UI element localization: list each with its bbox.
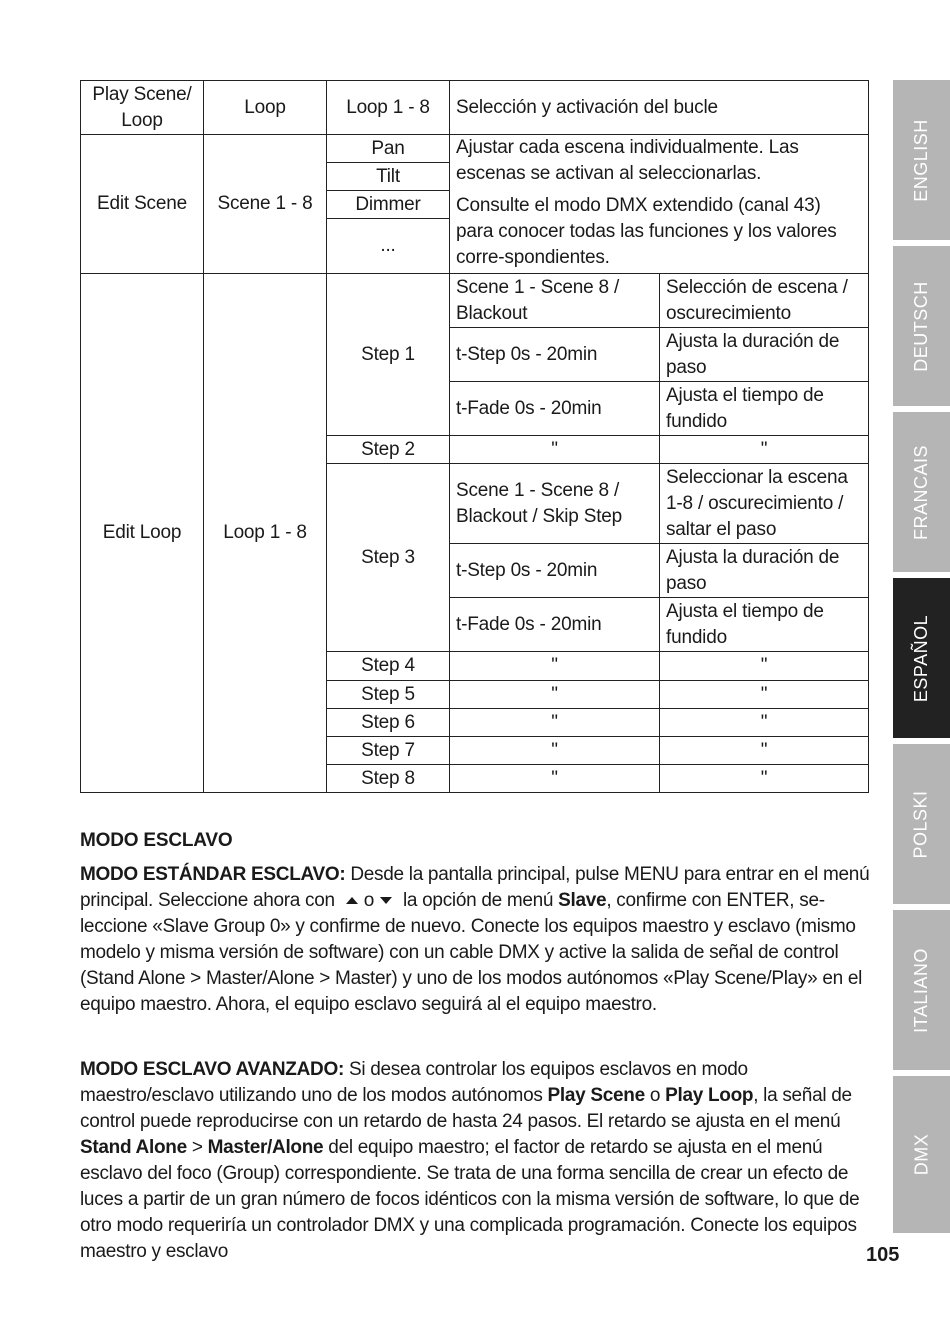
step3-param-scene: Scene 1 - Scene 8 / Blackout / Skip Step: [450, 464, 660, 544]
paragraph-1-text-1: Desde la pantalla principal, pulse MENU para entrar en el menú principal. Seleccione ahora con: [80, 864, 870, 911]
section-heading: MODO ESCLAVO: [80, 830, 233, 851]
paragraph-1-slave: Slave: [558, 890, 607, 911]
step1-param-tfade: t-Fade 0s - 20min: [450, 382, 660, 436]
step2-param-ditto: '': [450, 436, 660, 464]
paragraph-2-text-3: , la señal de control puede reproducirse con un retardo de hasta 24 pasos. El retardo se ajusta en el menú: [80, 1085, 852, 1132]
step2-desc-ditto: '': [660, 436, 869, 464]
tab-english-label: ENGLISH: [911, 118, 931, 202]
step1-desc-tstep: Ajusta la duración de paso: [660, 328, 869, 382]
tab-english[interactable]: [893, 80, 950, 240]
cell-edit-loop-col2: Loop 1 - 8: [204, 274, 327, 793]
cell-play-scene-desc: Selección y activación del bucle: [450, 80, 869, 135]
arrow-up-icon: [346, 897, 358, 904]
paragraph-2-stand-alone: Stand Alone: [80, 1137, 187, 1158]
cell-play-scene-col3: Loop 1 - 8: [327, 80, 450, 135]
step6-param-ditto: '': [450, 709, 660, 737]
cell-edit-scene-col2: Scene 1 - 8: [204, 135, 327, 274]
step4-param-ditto: '': [450, 652, 660, 681]
tab-deutsch[interactable]: [893, 246, 950, 406]
cell-step-8: Step 8: [327, 765, 450, 793]
step3-desc-scene: Seleccionar la escena 1-8 / oscurecimiento / saltar el paso: [660, 464, 869, 544]
step8-desc-ditto: '': [660, 765, 869, 793]
tab-espanol[interactable]: [893, 578, 950, 738]
paragraph-2-text-2: o: [644, 1085, 666, 1106]
step8-param-ditto: '': [450, 765, 660, 793]
step5-param-ditto: '': [450, 681, 660, 709]
step1-param-tstep: t-Step 0s - 20min: [450, 328, 660, 382]
arrow-down-icon: [380, 897, 392, 904]
paragraph-2-text-5: del equipo maestro; el factor de retardo se ajusta en el menú esclavo del foco (Group) correspondiente. Se trata de una forma sencilla de crear un efecto de luces a partir de un gran número de focos idénticos con la misma versión de software, lo que de otro modo requeriría un controlador DMX y una complicada programación. Conecte los equipos maestro y esclavo: [80, 1137, 860, 1262]
tab-francais-label: FRANCAIS: [911, 444, 932, 540]
step3-param-tstep: t-Step 0s - 20min: [450, 544, 660, 598]
paragraph-2-play-scene: Play Scene: [547, 1085, 645, 1106]
step3-param-tfade: t-Fade 0s - 20min: [450, 598, 660, 652]
step1-desc-tfade: Ajusta el tiempo de fundido: [660, 382, 869, 436]
paragraph-1-or: o: [363, 890, 375, 911]
cell-step-3: Step 3: [327, 464, 450, 652]
paragraph-2-text-1: Si desea controlar los equipos esclavos en modo maestro/esclavo utilizando uno de los modos autónomos: [80, 1059, 748, 1106]
cell-step-4: Step 4: [327, 652, 450, 681]
cell-param-dimmer: Dimmer: [327, 191, 450, 219]
paragraph-advanced-slave: [80, 1057, 870, 1265]
step4-desc-ditto: '': [660, 652, 869, 681]
paragraph-1-text-2: la opción de menú: [398, 890, 559, 911]
step1-param-scene: Scene 1 - Scene 8 / Blackout: [450, 274, 660, 328]
tab-francais[interactable]: [893, 412, 950, 572]
tab-deutsch-label: DEUTSCH: [911, 280, 932, 372]
paragraph-standard-slave: [80, 862, 870, 1018]
cell-play-scene-col2: Loop: [204, 80, 327, 135]
step6-desc-ditto: '': [660, 709, 869, 737]
paragraph-2-lead: MODO ESCLAVO AVANZADO:: [80, 1059, 344, 1080]
tab-italiano[interactable]: [893, 910, 950, 1070]
cell-step-7: Step 7: [327, 737, 450, 765]
step3-desc-tstep: Ajusta la duración de paso: [660, 544, 869, 598]
edit-scene-desc-1: Ajustar cada escena individualmente. Las escenas se activan al seleccionarlas.: [456, 137, 799, 184]
page-number: 105: [866, 1244, 900, 1266]
step1-desc-scene: Selección de escena / oscurecimiento: [660, 274, 869, 328]
tab-espanol-label: ESPAÑOL: [911, 614, 932, 702]
cell-step-5: Step 5: [327, 681, 450, 709]
tab-dmx[interactable]: [893, 1076, 950, 1233]
tab-polski-label: POLSKI: [911, 789, 931, 859]
step7-param-ditto: '': [450, 737, 660, 765]
paragraph-2-text-4: >: [186, 1137, 208, 1158]
paragraph-1-text-3: , confirme con ENTER, se-leccione «Slave Group 0» y confirme de nuevo. Conecte los equipos maestro y esclavo (mismo modelo y misma versión de software) con un cable DMX y active la salida de señal de control (Stand Alone > Master/Alone > Master) y uno de los modos autónomos «Play Scene/Play» en el equipo maestro. Ahora, el equipo esclavo seguirá al el equipo maestro.: [80, 890, 863, 1015]
cell-play-scene-col1: Play Scene/ Loop: [80, 80, 204, 135]
tab-italiano-label: ITALIANO: [911, 947, 931, 1033]
cell-step-2: Step 2: [327, 436, 450, 464]
step7-desc-ditto: '': [660, 737, 869, 765]
step5-desc-ditto: '': [660, 681, 869, 709]
cell-step-1: Step 1: [327, 274, 450, 436]
cell-param-ellipsis: ...: [327, 219, 450, 274]
tab-polski[interactable]: [893, 744, 950, 904]
cell-edit-loop-col1: Edit Loop: [80, 274, 204, 793]
cell-edit-scene-desc: [450, 135, 869, 274]
paragraph-1-lead: MODO ESTÁNDAR ESCLAVO:: [80, 864, 346, 885]
step3-desc-tfade: Ajusta el tiempo de fundido: [660, 598, 869, 652]
cell-param-pan: Pan: [327, 135, 450, 163]
paragraph-2-play-loop: Play Loop: [665, 1085, 754, 1106]
tab-dmx-label: DMX: [911, 1133, 931, 1176]
edit-scene-desc-2: Consulte el modo DMX extendido (canal 43) para conocer todas las funciones y los valores corre-spondientes.: [456, 195, 837, 268]
cell-step-6: Step 6: [327, 709, 450, 737]
paragraph-2-master-alone: Master/Alone: [207, 1137, 324, 1158]
cell-edit-scene-col1: Edit Scene: [80, 135, 204, 274]
cell-param-tilt: Tilt: [327, 163, 450, 191]
